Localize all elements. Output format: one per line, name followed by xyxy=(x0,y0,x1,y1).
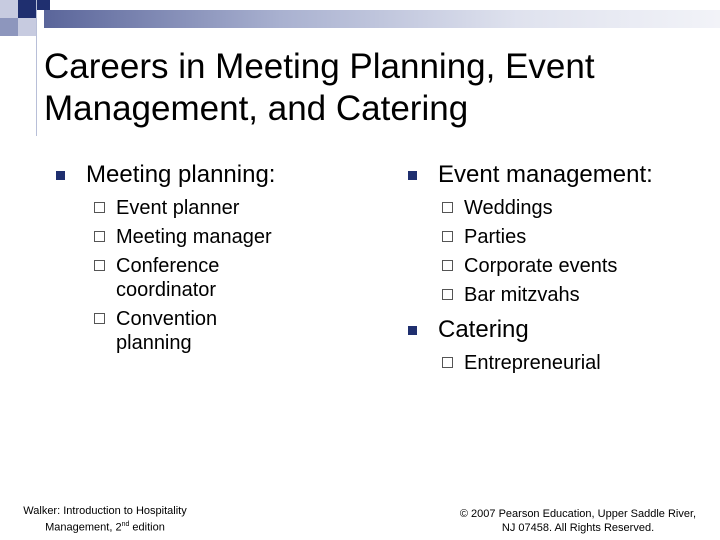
sub-list xyxy=(442,196,704,307)
right-column xyxy=(404,160,704,383)
checkbox-bullet-icon xyxy=(94,202,105,213)
checkbox-bullet-icon xyxy=(442,260,453,271)
bullet-label: Catering xyxy=(438,316,529,343)
slide-title: Careers in Meeting Planning, Event Management, and Catering xyxy=(44,47,595,128)
list-item: Event planner xyxy=(94,196,352,220)
list-item: Conference coordinator xyxy=(94,254,266,302)
decor-square xyxy=(0,18,18,36)
list-item: Entrepreneurial xyxy=(442,351,704,375)
footer-right-line1: © 2007 Pearson Education, Upper Saddle River, xyxy=(459,508,697,520)
sub-list xyxy=(94,196,352,355)
checkbox-bullet-icon xyxy=(94,313,105,324)
checkbox-bullet-icon xyxy=(442,289,453,300)
footer-left-line1: Walker: Introduction to Hospitality xyxy=(23,505,187,518)
square-bullet-icon xyxy=(408,326,417,335)
bullet-catering xyxy=(404,315,704,345)
checkbox-bullet-icon xyxy=(442,357,453,368)
decor-gradient-bar xyxy=(44,10,720,28)
list-item: Weddings xyxy=(442,196,704,220)
decor-square xyxy=(36,0,50,10)
bullet-meeting-planning xyxy=(52,160,352,190)
list-item: Parties xyxy=(442,225,704,249)
square-bullet-icon xyxy=(56,171,65,180)
square-bullet-icon xyxy=(408,171,417,180)
list-item: Corporate events xyxy=(442,254,704,278)
list-item: Convention planning xyxy=(94,307,246,355)
bullet-label: Event management: xyxy=(438,161,653,188)
checkbox-bullet-icon xyxy=(442,202,453,213)
list-item: Bar mitzvahs xyxy=(442,283,704,307)
footer-left-line2: Management, 2nd edition xyxy=(45,521,165,534)
checkbox-bullet-icon xyxy=(442,231,453,242)
footer-right xyxy=(440,507,716,535)
checkbox-bullet-icon xyxy=(94,231,105,242)
bullet-event-management xyxy=(404,160,704,190)
decor-square xyxy=(0,0,18,18)
sub-list xyxy=(442,351,704,375)
checkbox-bullet-icon xyxy=(94,260,105,271)
list-item: Meeting manager xyxy=(94,225,352,249)
footer-right-line2: NJ 07458. All Rights Reserved. xyxy=(501,522,655,534)
decor-square xyxy=(18,18,36,36)
decor-square xyxy=(18,0,36,18)
left-column xyxy=(52,160,352,363)
decor-vertical-rule xyxy=(36,0,37,136)
bullet-label: Meeting planning: xyxy=(86,161,276,188)
footer-left xyxy=(10,504,200,535)
